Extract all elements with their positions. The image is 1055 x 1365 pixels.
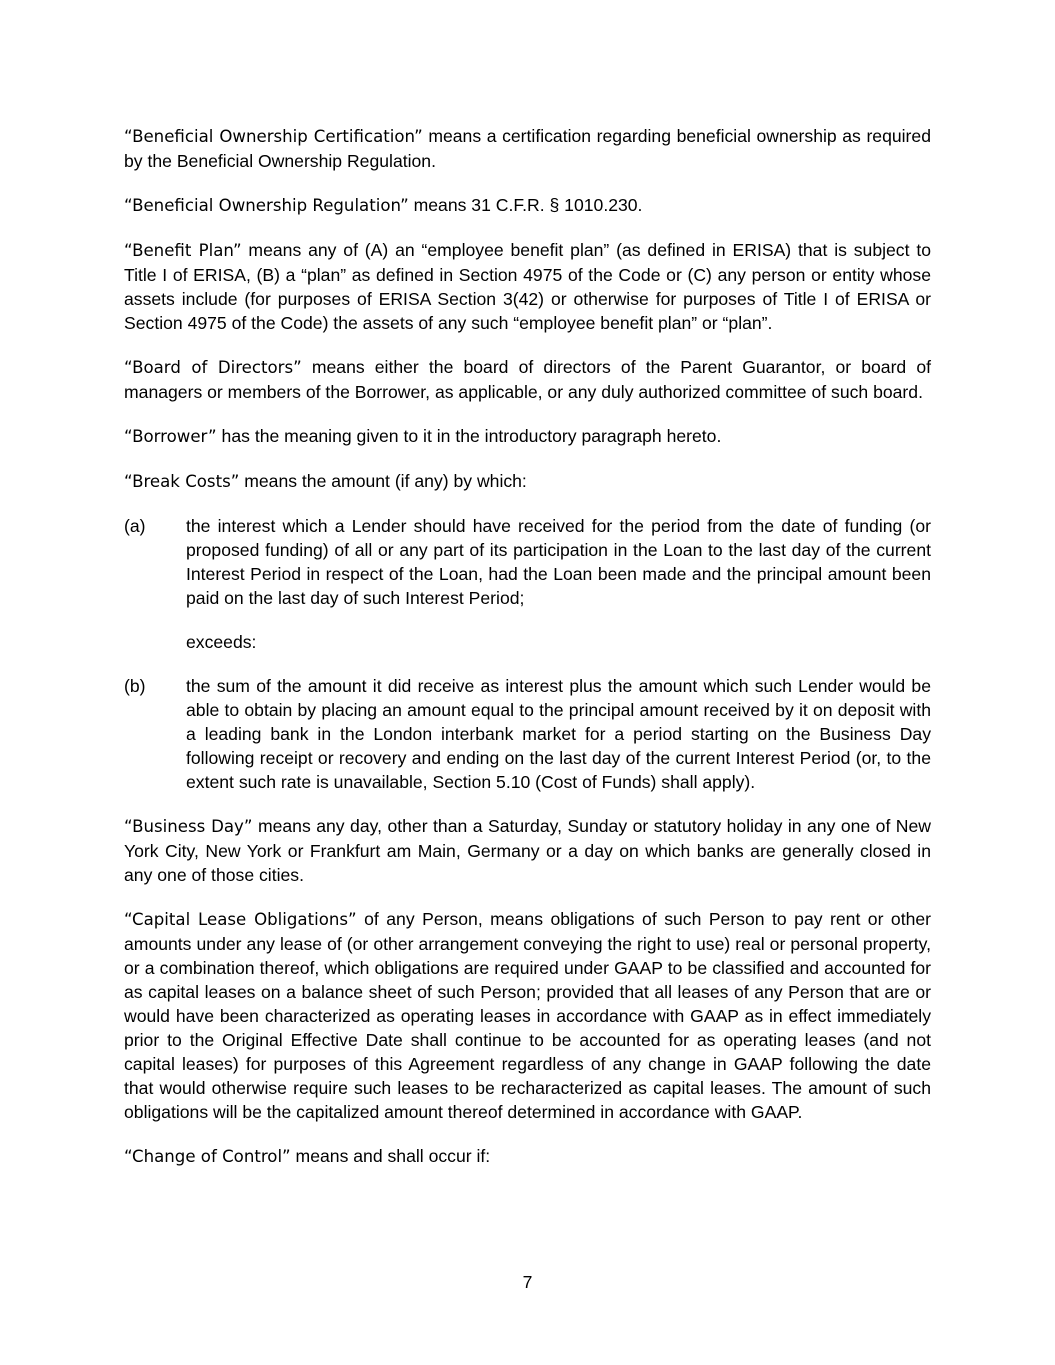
break-costs-exceeds: exceeds: [186, 632, 257, 652]
break-costs-item-a [124, 514, 931, 610]
document-page [124, 124, 931, 1189]
item-text: the sum of the amount it did receive as interest plus the amount which such Lender would be able to obtain by placing an amount equal to the principal amount received by it on deposit with a leading bank in the London interbank market for a period starting on the Business Day following receipt or recovery and ending on the last day of the current Interest Period (or, to the extent such rate is unavailable, Section 5.10 (Cost of Funds) shall apply). [186, 676, 931, 792]
definition-text: means a certification regarding beneficial ownership as required by the Beneficial Ownership Regulation. [124, 126, 931, 171]
definition-change-of-control [124, 1144, 931, 1169]
definition-text: means any day, other than a Saturday, Sunday or statutory holiday in any one of New York City, New York or Frankfurt am Main, Germany or a day on which banks are generally closed in any one of those cities. [124, 816, 931, 885]
definition-benefit-plan [124, 238, 931, 335]
defined-term: “Change of Control” [124, 1147, 291, 1166]
defined-term: “Capital Lease Obligations” [124, 910, 357, 929]
definition-capital-lease-obligations [124, 907, 931, 1124]
defined-term: “Board of Directors” [124, 358, 302, 377]
definition-beneficial-ownership-regulation [124, 193, 931, 218]
item-text: the interest which a Lender should have received for the period from the date of funding (or proposed funding) of all or any part of its participation in the Loan to the last day of the current Interest Period in respect of the Loan, had the Loan been made and the principal amount been paid on the last day of such Interest Period; [186, 516, 931, 608]
item-label: (a) [124, 516, 146, 536]
defined-term: “Beneficial Ownership Regulation” [124, 196, 409, 215]
definition-text: has the meaning given to it in the introductory paragraph hereto. [216, 426, 722, 446]
definition-text: means the amount (if any) by which: [239, 471, 527, 491]
page-number: 7 [522, 1272, 533, 1292]
defined-term: “Beneficial Ownership Certification” [124, 127, 423, 146]
defined-term: “Benefit Plan” [124, 241, 242, 260]
definition-borrower [124, 424, 931, 449]
defined-term: “Borrower” [124, 427, 217, 446]
definition-text: of any Person, means obligations of such Person to pay rent or other amounts under any lease of (or other arrangement conveying the right to use) real or personal property, or a combination thereof, which obligations are required under GAAP to be classified and accounted for as capital leases on a balance sheet of such Person; provided that all leases of any Person that are or would have been characterized as operating leases in accordance with GAAP as in effect immediately prior to the Original Effective Date shall continue to be accounted for as operating leases (and not capital leases) for purposes of this Agreement regardless of any change in GAAP following the date that would otherwise require such leases to be recharacterized as capital leases. The amount of such obligations will be the capitalized amount thereof determined in accordance with GAAP. [124, 909, 932, 1122]
defined-term: “Business Day” [124, 817, 253, 836]
item-label: (b) [124, 676, 146, 696]
defined-term: “Break Costs” [124, 472, 240, 491]
definition-board-of-directors [124, 355, 931, 404]
break-costs-item-b [124, 674, 931, 794]
definition-business-day [124, 814, 931, 887]
definition-text: means either the board of directors of the Parent Guarantor, or board of managers or members of the Borrower, as applicable, or any duly authorized committee of such board. [124, 357, 931, 402]
definition-text: means any of (A) an “employee benefit plan” (as defined in ERISA) that is subject to Title I of ERISA, (B) a “plan” as defined in Section 4975 of the Code or (C) any person or entity whose assets include (for purposes of ERISA Section 3(42) or otherwise for purposes of Title I of ERISA or Section 4975 of the Code) the assets of any such “employee benefit plan” or “plan”. [124, 240, 931, 333]
definition-text: means and shall occur if: [290, 1146, 491, 1166]
definition-text: means 31 C.F.R. § 1010.230. [408, 195, 643, 215]
definition-beneficial-ownership-certification [124, 124, 931, 173]
definition-break-costs [124, 469, 931, 494]
